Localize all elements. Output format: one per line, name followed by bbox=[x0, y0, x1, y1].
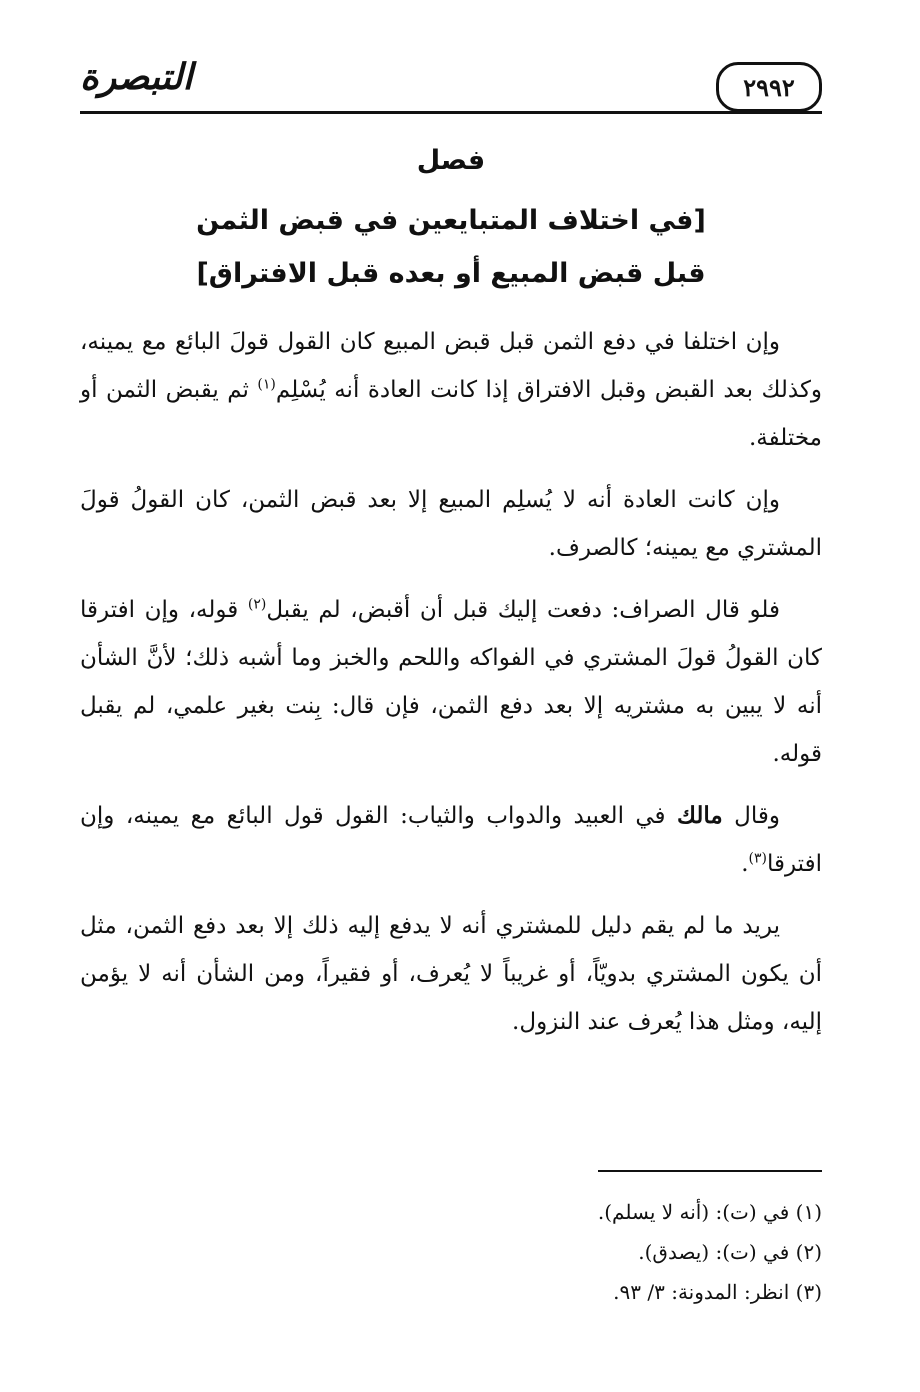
section-subtitle-line2: قبل قبض المبيع أو بعده قبل الافتراق] bbox=[196, 258, 706, 289]
footnote-ref-3: (٣) bbox=[748, 850, 767, 867]
paragraph-4-text-b: في العبيد والدواب والثياب: القول قول البائع مع يمينه، وإن افترقا bbox=[80, 803, 822, 877]
paragraph-4-text-a: وقال bbox=[722, 803, 780, 829]
paragraph-3-text-a: فلو قال الصراف: دفعت إليك قبل أن أقبض، لم يقبل bbox=[266, 597, 780, 623]
paragraph-1-text-b: ثم يقبض الثمن أو مختلفة. bbox=[80, 377, 822, 451]
header-rule bbox=[80, 111, 822, 114]
footnote-3: (٣) انظر: المدونة: ٣/ ٩٣. bbox=[613, 1280, 822, 1304]
page-number: ٢٩٩٢ bbox=[716, 62, 822, 112]
paragraph-4-text-c: . bbox=[741, 851, 749, 877]
footnote-1: (١) في (ت): (أنه لا يسلم). bbox=[597, 1200, 822, 1224]
footnotes bbox=[80, 1192, 822, 1312]
paragraph-1 bbox=[80, 318, 822, 462]
paragraph-3-text-b: قوله، وإن افترقا كان القولُ قولَ المشتري في الفواكه واللحم والخبز وما أشبه ذلك؛ لأنَّ الشأن أنه لا يبين به مشتريه إلا بعد دفع الثمن، فإن قال: بِنت بغير علمي، لم يقبل قوله. bbox=[80, 597, 822, 767]
section-subtitle-line1: [في اختلاف المتبايعين في قبض الثمن bbox=[196, 205, 706, 236]
paragraph-5: يريد ما لم يقم دليل للمشتري أنه لا يدفع إليه ذلك إلا بعد دفع الثمن، مثل أن يكون المشتري بدويّاً، أو غريباً لا يُعرف، أو فقيراً، ومن الشأن أنه لا يؤمن إليه، ومثل هذا يُعرف عند النزول. bbox=[80, 913, 822, 1035]
body-text bbox=[80, 318, 822, 1060]
paragraph-3 bbox=[80, 586, 822, 778]
page-header bbox=[80, 40, 822, 120]
scholar-name: مالك bbox=[677, 802, 723, 829]
footnote-rule bbox=[598, 1170, 822, 1172]
footnote-ref-1: (١) bbox=[257, 376, 276, 393]
footnote-2: (٢) في (ت): (يصدق). bbox=[638, 1240, 822, 1264]
paragraph-2: وإن كانت العادة أنه لا يُسلِم المبيع إلا بعد قبض الثمن، كان القولُ قولَ المشتري مع يمينه؛ كالصرف. bbox=[80, 487, 822, 561]
section-heading: فصل bbox=[416, 145, 486, 176]
paragraph-4 bbox=[80, 792, 822, 888]
footnote-ref-2: (٢) bbox=[247, 596, 267, 613]
paragraph-1-text-a: وإن اختلفا في دفع الثمن قبل قبض المبيع كان القول قولَ البائع مع يمينه، وكذلك بعد القبض وقبل الافتراق إذا كانت العادة أنه يُسْلِم bbox=[80, 329, 822, 403]
book-title: التبصرة bbox=[80, 56, 193, 98]
